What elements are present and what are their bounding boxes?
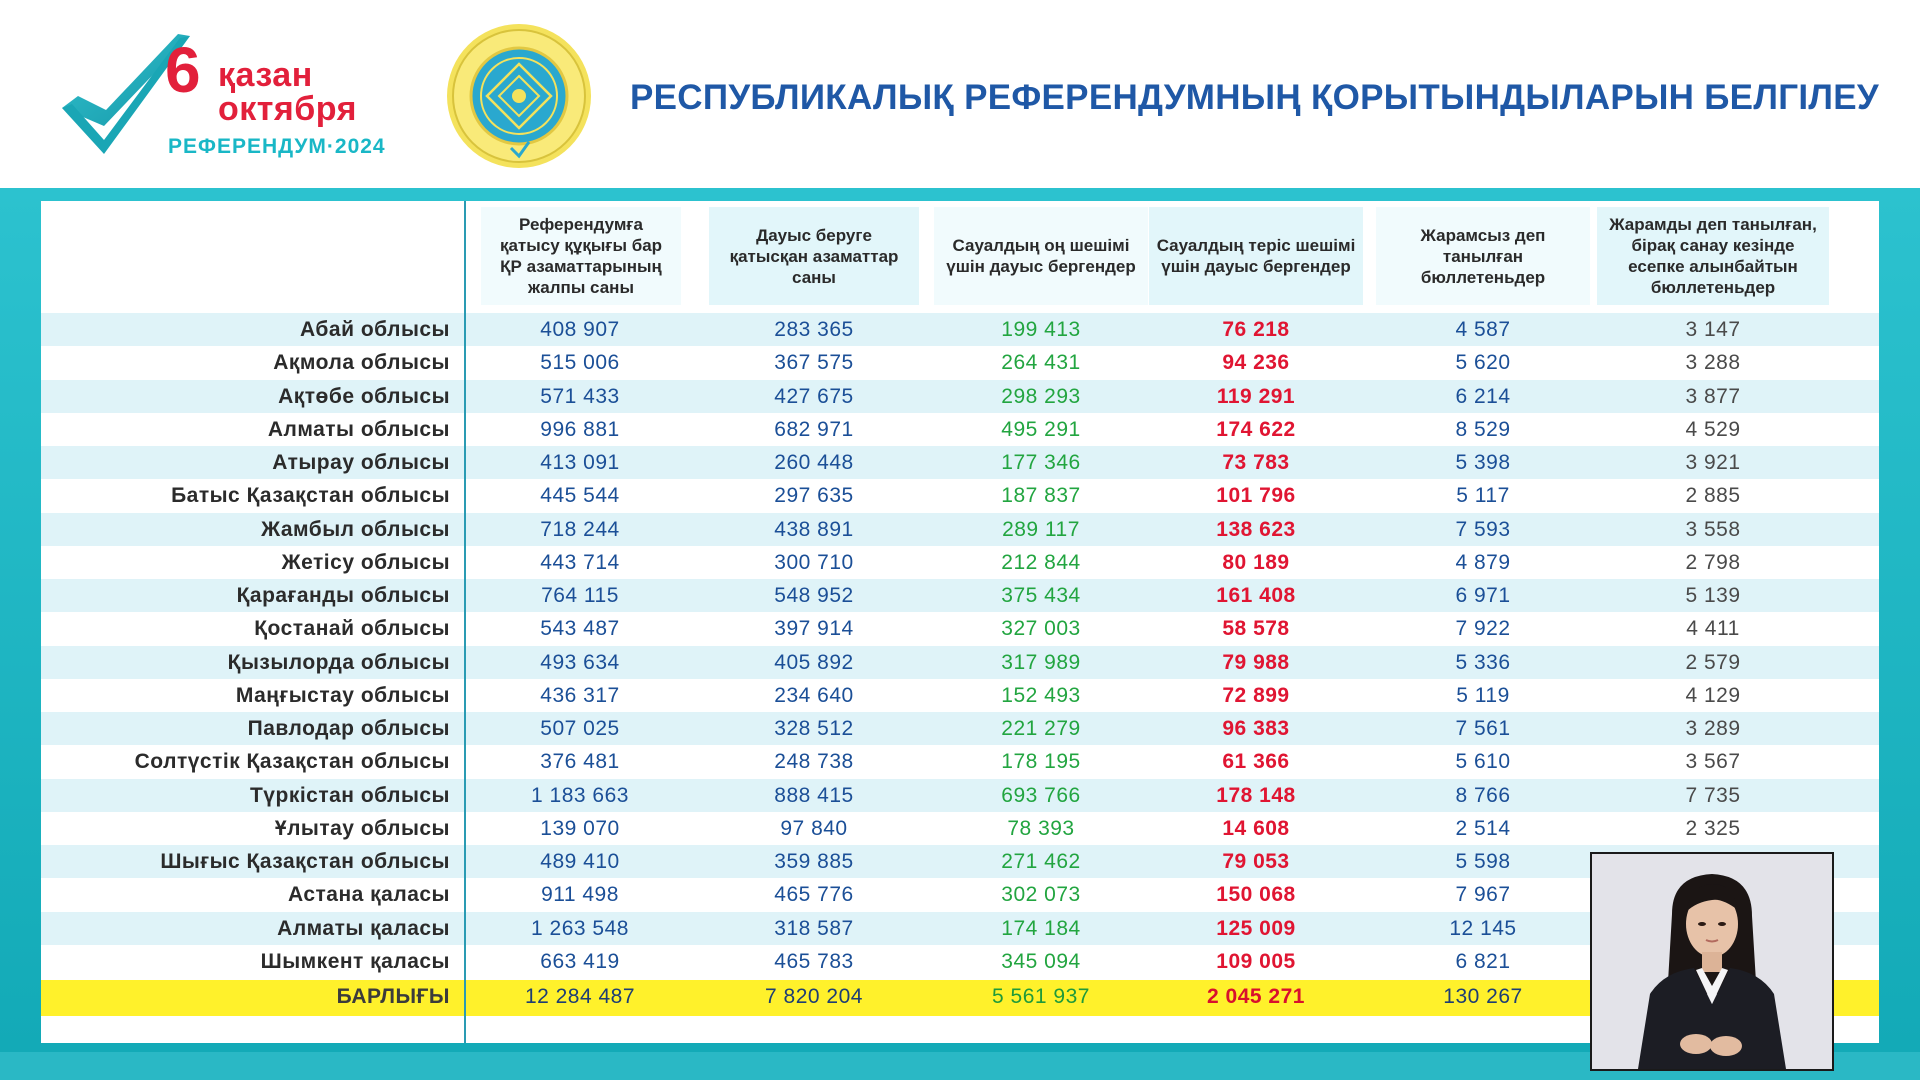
yes-votes-cell: 345 094 [1001,949,1081,973]
no-votes-cell: 161 408 [1216,584,1296,607]
region-name: Алматы қаласы [277,916,450,940]
yes-votes-cell: 289 117 [1002,517,1080,541]
eligible-voters-cell: 571 433 [540,384,620,408]
region-name: Түркістан облысы [249,783,450,807]
table-row [41,646,1879,679]
yes-votes-cell: 302 073 [1001,883,1081,907]
participated-cell: 283 365 [774,318,854,341]
eligible-voters-cell: 911 498 [541,883,619,907]
participated-cell: 260 448 [774,451,854,474]
region-name: Қостанай облысы [254,617,450,641]
checkmark-icon [0,0,420,188]
no-votes-cell: 119 291 [1216,384,1296,408]
eligible-voters-cell: 408 907 [540,318,620,341]
yes-votes-cell: 212 844 [1001,550,1081,574]
uncounted-ballots-cell: 3 288 [1685,351,1741,375]
uncounted-ballots-cell: 3 567 [1685,750,1741,774]
no-votes-cell: 101 796 [1216,484,1296,508]
invalid-ballots-cell: 6 821 [1455,949,1511,973]
no-votes-cell: 72 899 [1222,683,1290,707]
yes-votes-cell: 199 413 [1001,318,1081,341]
invalid-ballots-cell: 5 119 [1456,683,1510,707]
yes-votes-cell: 375 434 [1001,584,1081,607]
invalid-ballots-cell: 8 529 [1455,417,1511,441]
table-row [41,413,1879,446]
yes-votes-cell: 177 346 [1001,451,1081,474]
uncounted-ballots-cell: 7 735 [1685,783,1741,807]
invalid-ballots-cell: 5 336 [1455,650,1511,674]
column-header-uncounted-ballots [1597,207,1829,305]
no-votes-cell: 94 236 [1222,351,1290,375]
eligible-voters-cell: 489 410 [540,850,620,873]
region-name: Маңғыстау облысы [235,683,450,707]
no-votes-cell: 58 578 [1222,617,1290,641]
eligible-voters-cell: 445 544 [540,484,620,508]
yes-votes-cell: 693 766 [1001,783,1081,807]
invalid-ballots-cell: 5 610 [1455,750,1511,774]
participated-cell: 318 587 [774,916,854,940]
eligible-voters-cell: 436 317 [540,683,620,707]
invalid-ballots-cell: 4 587 [1455,318,1511,341]
yes-votes-cell: 327 003 [1001,617,1081,641]
region-name: Алматы облысы [267,417,450,441]
table-row [41,346,1879,379]
participated-cell: 248 738 [774,750,854,774]
invalid-ballots-cell: 7 593 [1455,517,1511,541]
participated-cell: 367 575 [774,351,854,375]
eligible-voters-cell: 543 487 [540,617,620,641]
participated-cell: 888 415 [774,783,854,807]
uncounted-ballots-cell: 3 147 [1685,318,1741,341]
yes-votes-cell: 78 393 [1007,816,1075,840]
column-header-yes-votes [934,207,1148,305]
region-name: Ақтөбе облысы [278,384,450,408]
yes-votes-cell: 298 293 [1001,384,1081,408]
participated-cell: 234 640 [774,683,854,707]
region-name: Қызылорда облысы [227,650,450,674]
invalid-ballots-cell: 130 267 [1443,985,1523,1008]
column-header-label: Дауыс беруге қатысқан азаматтар саны [729,225,899,287]
region-name: Атырау облысы [272,451,450,474]
table-row [41,513,1879,546]
region-name: Ұлытау облысы [274,816,450,840]
eligible-voters-cell: 376 481 [540,750,620,774]
invalid-ballots-cell: 6 214 [1455,384,1511,408]
no-votes-cell: 61 366 [1222,750,1290,774]
table-row [41,779,1879,812]
yes-votes-cell: 221 279 [1001,717,1081,740]
yes-votes-cell: 178 195 [1001,750,1081,774]
uncounted-ballots-cell: 2 798 [1685,550,1741,574]
column-header-invalid-ballots [1376,207,1590,305]
region-name: Ақмола облысы [273,351,450,375]
region-name: Абай облысы [300,318,450,341]
uncounted-ballots-cell: 3 921 [1685,451,1741,474]
participated-cell: 438 891 [774,517,854,541]
no-votes-cell: 150 068 [1216,883,1296,907]
participated-cell: 405 892 [774,650,854,674]
participated-cell: 300 710 [774,550,854,574]
table-row [41,313,1879,346]
table-row [41,745,1879,778]
participated-cell: 427 675 [774,384,854,408]
no-votes-cell: 79 988 [1222,650,1290,674]
participated-cell: 297 635 [774,484,854,508]
column-header-label: Сауалдың оң шешімі үшін дауыс бергендер [946,236,1136,276]
referendum-logo [0,0,420,188]
logo-line-1: қазан [218,56,313,94]
eligible-voters-cell: 764 115 [541,584,619,607]
region-name: Қарағанды облысы [236,584,450,607]
column-header-label: Жарамсыз деп танылған бюллетеньдер [1420,225,1546,287]
eligible-voters-cell: 139 070 [540,816,620,840]
no-votes-cell: 96 383 [1222,717,1290,740]
yes-votes-cell: 5 561 937 [992,985,1090,1008]
table-row [41,812,1879,845]
table-row [41,546,1879,579]
invalid-ballots-cell: 2 514 [1455,816,1511,840]
invalid-ballots-cell: 12 145 [1449,916,1517,940]
invalid-ballots-cell: 5 620 [1455,351,1511,375]
page-title: РЕСПУБЛИКАЛЫҚ РЕФЕРЕНДУМНЫҢ ҚОРЫТЫНДЫЛАРЫН БЕЛГІЛЕУ [630,78,1879,117]
yes-votes-cell: 495 291 [1001,417,1081,441]
region-name: Шығыс Қазақстан облысы [160,850,450,873]
table-row [41,446,1879,479]
eligible-voters-cell: 413 091 [540,451,620,474]
no-votes-cell: 178 148 [1216,783,1296,807]
eligible-voters-cell: 663 419 [540,949,620,973]
region-name: Павлодар облысы [247,717,450,740]
invalid-ballots-cell: 4 879 [1455,550,1511,574]
logo-line-2: октября [218,90,357,128]
table-row [41,612,1879,645]
column-header-label: Жарамды деп танылған, бірақ санау кезінде есепке алынбайтын бюллетеньдер [1609,215,1817,297]
no-votes-cell: 109 005 [1216,949,1296,973]
invalid-ballots-cell: 5 598 [1455,850,1511,873]
column-header-eligible-voters [481,207,681,305]
eligible-voters-cell: 1 183 663 [531,783,629,807]
eligible-voters-cell: 1 263 548 [531,916,629,940]
sign-language-interpreter-icon [1590,852,1834,1071]
uncounted-ballots-cell: 4 129 [1685,683,1741,707]
participated-cell: 397 914 [774,617,854,641]
eligible-voters-cell: 515 006 [540,351,620,375]
yes-votes-cell: 317 989 [1001,650,1081,674]
uncounted-ballots-cell: 4 411 [1686,617,1740,641]
participated-cell: 682 971 [774,417,854,441]
uncounted-ballots-cell: 5 139 [1685,584,1741,607]
region-name: Жетісу облысы [281,550,450,574]
logo-day: 6 [165,34,201,106]
participated-cell: 465 776 [774,883,854,907]
eligible-voters-cell: 996 881 [540,417,620,441]
table-row [41,579,1879,612]
participated-cell: 465 783 [774,949,854,973]
table-row [41,712,1879,745]
participated-cell: 328 512 [774,717,854,740]
participated-cell: 97 840 [780,816,848,840]
column-header-no-votes [1149,207,1363,305]
invalid-ballots-cell: 5 398 [1455,451,1511,474]
table-row [41,679,1879,712]
region-name: Жамбыл облысы [261,517,450,541]
yes-votes-cell: 187 837 [1001,484,1081,508]
invalid-ballots-cell: 7 967 [1455,883,1511,907]
logo-subtitle: РЕФЕРЕНДУМ·2024 [168,135,386,158]
region-name: Астана қаласы [287,883,450,907]
yes-votes-cell: 264 431 [1001,351,1081,375]
invalid-ballots-cell: 5 117 [1456,484,1510,508]
participated-cell: 359 885 [774,850,854,873]
column-header-label: Референдумға қатысу құқығы бар ҚР азаматтарының жалпы саны [499,215,663,297]
no-votes-cell: 2 045 271 [1207,985,1305,1008]
uncounted-ballots-cell: 3 558 [1685,517,1741,541]
invalid-ballots-cell: 7 922 [1455,617,1511,641]
eligible-voters-cell: 718 244 [540,517,620,541]
election-commission-emblem-icon [445,22,593,170]
no-votes-cell: 76 218 [1222,318,1290,341]
invalid-ballots-cell: 8 766 [1455,783,1511,807]
eligible-voters-cell: 507 025 [540,717,620,740]
no-votes-cell: 14 608 [1222,816,1290,840]
column-header-participated [709,207,919,305]
region-column-divider [464,201,466,1043]
yes-votes-cell: 174 184 [1001,916,1081,940]
eligible-voters-cell: 493 634 [540,650,620,674]
uncounted-ballots-cell: 3 877 [1685,384,1741,408]
uncounted-ballots-cell: 2 885 [1685,484,1741,508]
no-votes-cell: 138 623 [1216,517,1296,541]
participated-cell: 548 952 [774,584,854,607]
region-name: Батыс Қазақстан облысы [171,484,450,508]
no-votes-cell: 79 053 [1222,850,1290,873]
uncounted-ballots-cell: 2 579 [1685,650,1741,674]
no-votes-cell: 80 189 [1222,550,1290,574]
invalid-ballots-cell: 6 971 [1455,584,1511,607]
uncounted-ballots-cell: 2 325 [1685,816,1741,840]
no-votes-cell: 73 783 [1222,451,1290,474]
eligible-voters-cell: 12 284 487 [524,985,636,1008]
table-row [41,380,1879,413]
eligible-voters-cell: 443 714 [540,550,620,574]
yes-votes-cell: 152 493 [1001,683,1081,707]
region-name: Шымкент қаласы [260,949,450,973]
header [0,0,1920,188]
no-votes-cell: 125 009 [1216,916,1296,940]
no-votes-cell: 174 622 [1216,417,1296,441]
participated-cell: 7 820 204 [765,985,863,1008]
yes-votes-cell: 271 462 [1001,850,1081,873]
uncounted-ballots-cell: 3 289 [1685,717,1741,740]
region-name: БАРЛЫҒЫ [336,985,450,1008]
table-row [41,479,1879,512]
column-header-label: Сауалдың теріс шешімі үшін дауыс бергендер [1156,236,1356,276]
region-name: Солтүстік Қазақстан облысы [134,750,450,774]
invalid-ballots-cell: 7 561 [1455,717,1511,740]
uncounted-ballots-cell: 4 529 [1685,417,1741,441]
